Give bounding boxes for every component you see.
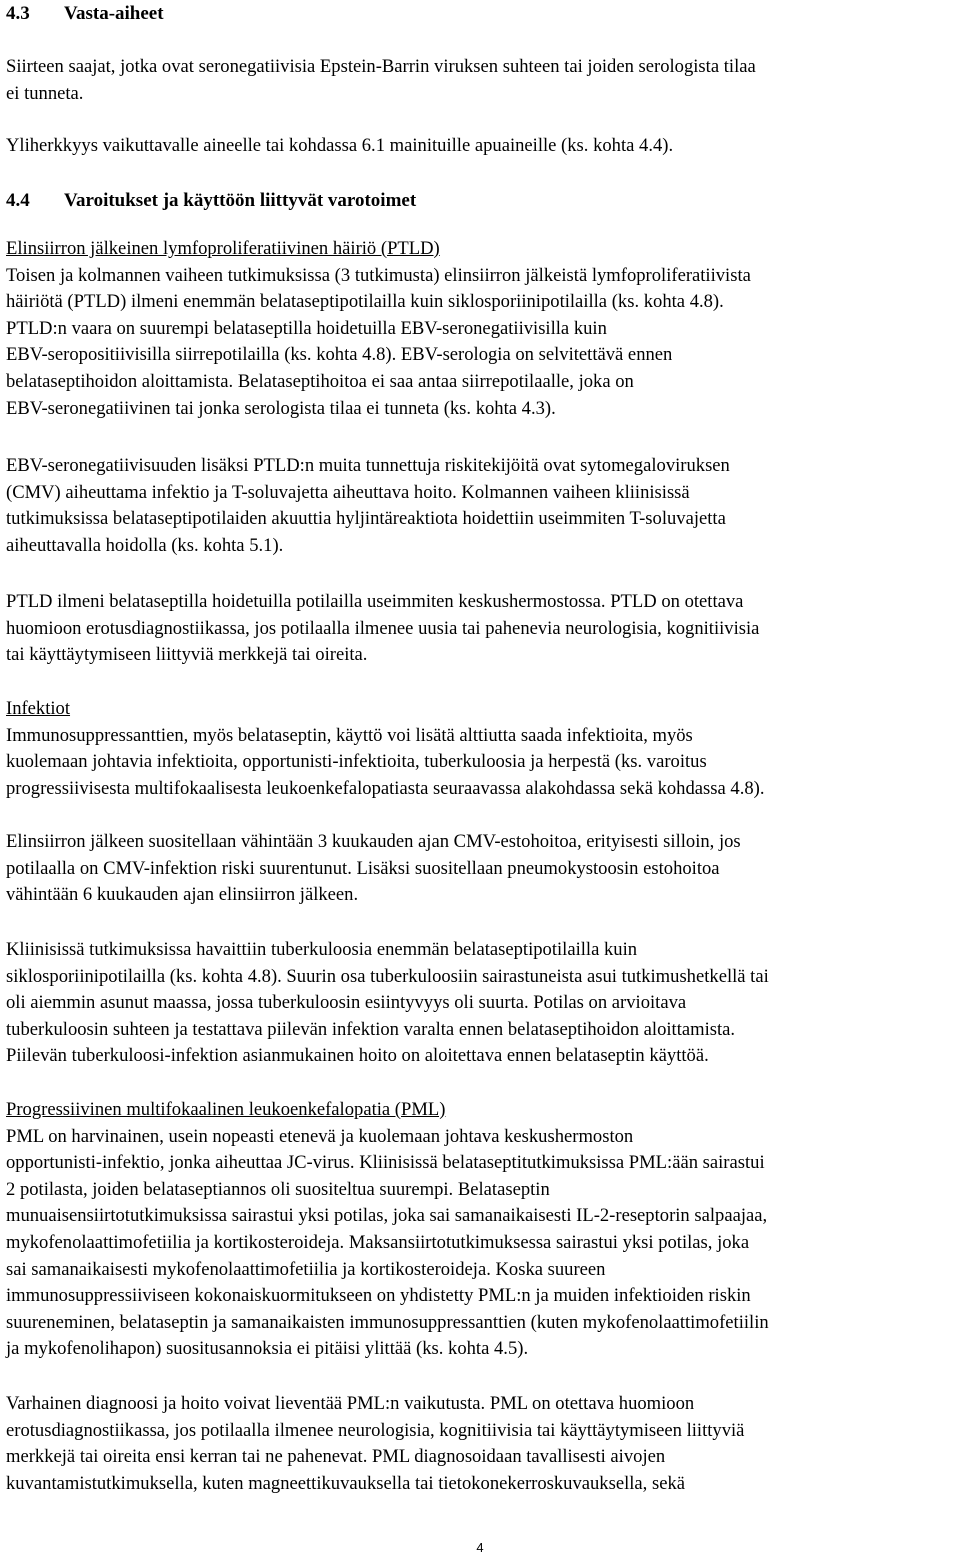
text-line: Varhainen diagnoosi ja hoito voivat lieventää PML:n vaikutusta. PML on otettava huomioon (6, 1393, 695, 1414)
text-line: PML on harvinainen, usein nopeasti etenevä ja kuolemaan johtava keskushermoston (6, 1125, 634, 1147)
text-line: ei tunneta. (6, 82, 84, 104)
text-line: (CMV) aiheuttama infektio ja T-soluvajetta aiheuttava hoito. Kolmannen vaiheen kliinisissä (6, 481, 690, 503)
text-line: potilaalla on CMV-infektion riski suurentunut. Lisäksi suositellaan pneumokystoosin estohoitoa (6, 857, 720, 879)
text-line: tai käyttäytymiseen liittyviä merkkejä tai oireita. (6, 644, 368, 666)
text-line: EBV-seropositiivisilla siirrepotilailla (ks. kohta 4.8). EBV-serologia on selvitettävä ennen (6, 344, 673, 366)
paragraph (6, 723, 956, 803)
text-line: Siirteen saajat, jotka ovat seronegatiivisia Epstein-Barrin viruksen suhteen tai joiden serologista tilaa (6, 56, 756, 77)
text-line: PTLD:n vaara on suurempi belataseptilla hoidetuilla EBV-seronegatiivisilla kuin (6, 317, 607, 339)
text-line: EBV-seronegatiivinen tai jonka serologista tilaa ei tunneta (ks. kohta 4.3). (6, 397, 556, 419)
section-number: 4.4 (6, 190, 30, 211)
text-line: sai samanaikaisesti mykofenolaattimofetiilia ja kortikosteroideja. Koska suureen (6, 1258, 606, 1280)
paragraph (6, 1124, 956, 1363)
paragraph (6, 937, 956, 1070)
text-line: siklosporiinipotilailla (ks. kohta 4.8). Suurin osa tuberkuloosiin sairastuneista asui tutkimushetkellä tai (6, 965, 769, 987)
text-line: Piilevän tuberkuloosi-infektion asianmukainen hoito on aloitettava ennen belataseptin käyttöä. (6, 1045, 709, 1067)
paragraph (6, 133, 956, 160)
text-line: immunosuppressiiviseen kokonaiskuormitukseen on yhdistetty PML:n ja muiden infektioiden riskin (6, 1285, 751, 1307)
text-line: ja mykofenolihapon) suositusannoksia ei pitäisi ylittää (ks. kohta 4.5). (6, 1338, 529, 1360)
text-line: merkkejä tai oireita ensi kerran tai ne pahenevat. PML diagnosoidaan tavallisesti aivojen (6, 1446, 666, 1468)
text-line: mykofenolaattimofetiilia ja kortikosteroideja. Maksansiirtotutkimuksessa sairastui yksi potilas, joka (6, 1231, 750, 1253)
text-line: PTLD ilmeni belataseptilla hoidetuilla potilailla useimmiten keskushermostossa. PTLD on otettava (6, 591, 744, 612)
text-line: Immunosuppressanttien, myös belataseptin, käyttö voi lisätä alttiutta saada infektioita, myös (6, 724, 693, 746)
text-line: kuvantamistutkimuksella, kuten magneettikuvauksella tai tietokonekerroskuvauksella, sekä (6, 1472, 686, 1494)
paragraph (6, 453, 956, 559)
text-line: 2 potilasta, joiden belataseptiannos oli suositeltua suurempi. Belataseptin (6, 1178, 550, 1200)
text-line: munuaisensiirtotutkimuksissa sairastui yksi potilas, joka sai samanaikaisesti IL-2-reseptorin salpaajaa, (6, 1205, 768, 1227)
text-line: Yliherkkyys vaikuttavalle aineelle tai kohdassa 6.1 mainituille apuaineille (ks. kohta 4.4). (6, 135, 674, 156)
text-line: Toisen ja kolmannen vaiheen tutkimuksissa (3 tutkimusta) elinsiirron jälkeistä lymfoproliferatiivista (6, 264, 751, 286)
section-heading-4-4 (6, 188, 416, 214)
pml-block (6, 1097, 956, 1363)
section-heading-4-3 (6, 1, 164, 27)
text-line: oli aiemmin asunut maassa, jossa tuberkuloosin esiintyvyys oli suurta. Potilas on arvioitava (6, 992, 687, 1014)
text-line: tuberkuloosin suhteen ja testattava piilevän infektion varalta ennen belataseptihoidon aloittamista. (6, 1018, 736, 1040)
ptld-block (6, 236, 956, 422)
paragraph (6, 263, 956, 423)
section-title: Varoitukset ja käyttöön liittyvät varotoimet (64, 190, 417, 211)
paragraph (6, 589, 956, 669)
paragraph (6, 829, 956, 909)
text-line: vähintään 6 kuukauden ajan elinsiirron jälkeen. (6, 884, 359, 906)
text-line: häiriötä (PTLD) ilmeni enemmän belataseptipotilailla kuin siklosporiinipotilailla (ks. kohta 4.8). (6, 291, 724, 313)
section-number: 4.3 (6, 3, 30, 24)
subheading-pml: Progressiivinen multifokaalinen leukoenkefalopatia (PML) (6, 1099, 446, 1120)
text-line: aiheuttavalla hoidolla (ks. kohta 5.1). (6, 534, 284, 556)
text-line: belataseptihoidon aloittamista. Belataseptihoitoa ei saa antaa siirrepotilaalle, joka on (6, 370, 634, 392)
page-number: 4 (476, 1540, 484, 1555)
text-line: progressiivisesta multifokaalisesta leukoenkefalopatiasta seuraavassa alakohdassa sekä kohdassa 4.8). (6, 777, 765, 799)
text-line: kuolemaan johtavia infektioita, opportunisti-infektioita, tuberkuloosia ja herpestä (ks. varoitus (6, 751, 707, 773)
text-line: suureneminen, belataseptin ja samanaikaisten immunosuppressanttien (kuten mykofenolaattimofetiilin (6, 1311, 769, 1333)
section-title: Vasta-aiheet (64, 3, 164, 24)
subheading-infections: Infektiot (6, 698, 71, 719)
text-line: EBV-seronegatiivisuuden lisäksi PTLD:n muita tunnettuja riskitekijöitä ovat sytomegaloviruksen (6, 455, 730, 476)
infections-block (6, 696, 956, 802)
paragraph (6, 54, 956, 107)
text-line: tutkimuksissa belataseptipotilaiden akuuttia hyljintäreaktiota hoidettiin useimmiten T-soluvajetta (6, 508, 726, 530)
subheading-ptld: Elinsiirron jälkeinen lymfoproliferatiivinen häiriö (PTLD) (6, 238, 440, 259)
text-line: Elinsiirron jälkeen suositellaan vähintään 3 kuukauden ajan CMV-estohoitoa, erityisesti silloin, jos (6, 831, 741, 852)
paragraph (6, 1391, 956, 1497)
text-line: Kliinisissä tutkimuksissa havaittiin tuberkuloosia enemmän belataseptipotilailla kuin (6, 939, 638, 960)
text-line: huomioon erotusdiagnostiikassa, jos potilaalla ilmenee uusia tai pahenevia neurologisia, kognitiivisia (6, 617, 760, 639)
text-line: erotusdiagnostiikassa, jos potilaalla ilmenee neurologisia, kognitiivisia tai käyttäytymiseen liittyviä (6, 1419, 745, 1441)
text-line: opportunisti-infektio, jonka aiheuttaa JC-virus. Kliinisissä belataseptitutkimuksissa PML:ään sairastui (6, 1152, 765, 1174)
